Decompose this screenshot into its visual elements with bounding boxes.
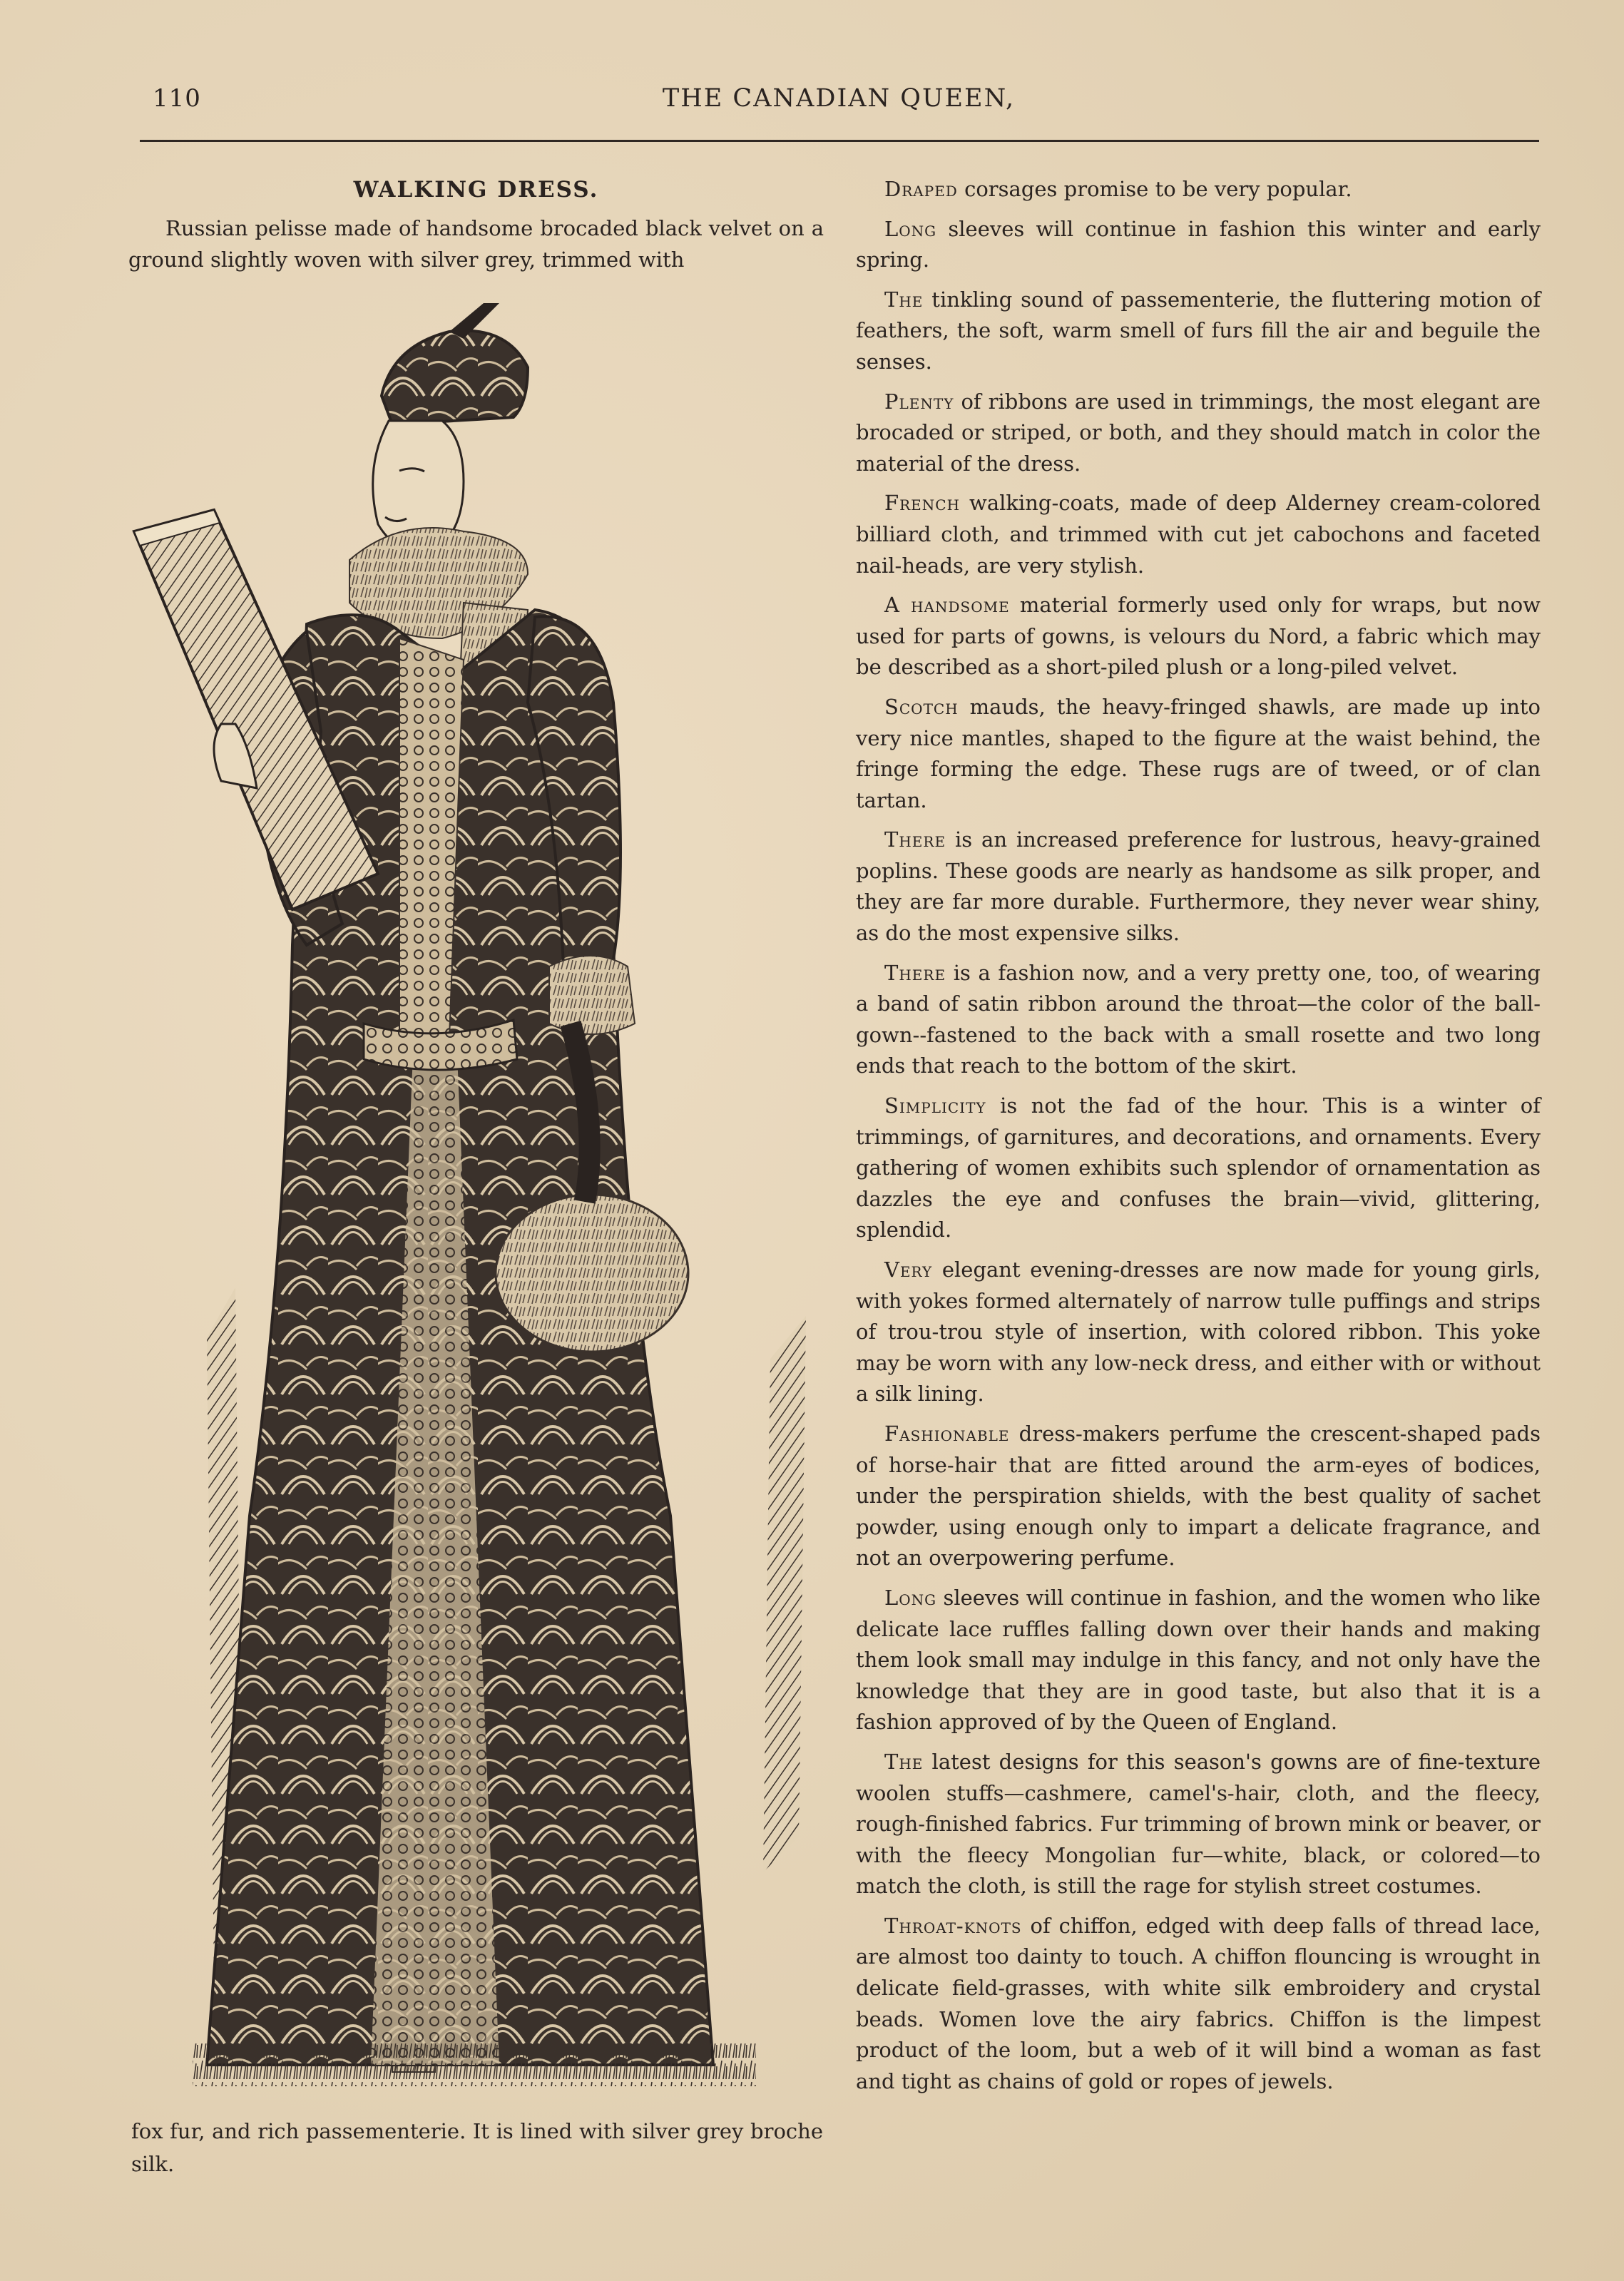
paragraph-text: material formerly used only for wraps, but now used for parts of gowns, is velours du Nord, a fabric which may be described as a short-piled plush or a long-piled velvet. (856, 593, 1541, 680)
paragraph-text: latest designs for this season's gowns are of fine-texture woolen stuffs—cashmere, camel's-hair, cloth, and the fleecy, rough-finished fabrics. Fur trimming of brown mink or beaver, or with the fleecy Mongolian fur—white, black, or colored—to match the cloth, is still the rage for stylish street costumes. (856, 1749, 1541, 1899)
paragraph-lead: Fashionable (884, 1421, 1010, 1446)
paragraph-text: of chiffon, edged with deep falls of thread lace, are almost too dainty to touch. A chiffon flouncing is wrought in delicate field-grasses, with white silk embroidery and crystal beads. Women love the airy fabrics. Chiffon is the limpest product of the loom, but a web of it will bind a woman as fast and tight as chains of gold or ropes of jewels. (856, 1913, 1541, 2093)
shadow-right (763, 1316, 806, 1872)
paragraph-text: is a fashion now, and a very pretty one, too, of wearing a band of satin ribbon around the throat—the color of the ball-gown--fastened to the back with a small rosette and two long ends that reach to the bottom of the skirt. (856, 960, 1541, 1078)
fur-cuff (549, 956, 635, 1034)
section-title: WALKING DRESS. (353, 177, 599, 203)
paragraph (856, 1911, 1541, 2098)
paragraph-lead: French (884, 491, 961, 516)
paragraph (856, 590, 1541, 683)
paragraph-text: is not the fad of the hour. This is a winter of trimmings, of garnitures, and decorations, and ornaments. Every gathering of women exhibits such splendor of ornamentation as dazzles the eye and confuses the brain—vivid, glittering, splendid. (856, 1093, 1541, 1242)
paragraph-lead: The (884, 1749, 924, 1774)
paragraph-lead: There (884, 827, 946, 852)
paragraph (856, 1747, 1541, 1902)
left-column (128, 174, 824, 275)
paragraph-text: elegant evening-dresses are now made for young girls, with yokes formed alternately of narrow tulle puffings and strips of trou-trou style of insertion, with colored ribbon. This yoke may be worn with any low-neck dress, and either with or without a silk lining. (856, 1257, 1541, 1407)
hat (382, 331, 528, 424)
page-number: 110 (153, 84, 201, 113)
header-rule (140, 140, 1539, 142)
paragraph (856, 1583, 1541, 1738)
paragraph-lead: Long (884, 216, 937, 241)
paragraph (856, 387, 1541, 480)
paragraph (856, 1419, 1541, 1574)
paragraph (856, 174, 1541, 205)
page-header (140, 84, 1538, 127)
fur-muff (496, 1195, 688, 1352)
paragraph-lead: Long (884, 1585, 937, 1610)
paragraph-lead: Scotch (884, 694, 959, 719)
paragraph (856, 285, 1541, 378)
paragraph-text: sleeves will continue in fashion this winter and early spring. (856, 216, 1541, 272)
ground-grass (193, 2043, 756, 2086)
paragraph-lead: There (884, 960, 946, 985)
paragraph-lead: Throat-knots (884, 1913, 1022, 1938)
paragraph (856, 1091, 1541, 1246)
fashion-plate-engraving (128, 303, 834, 2101)
paragraph-text: tinkling sound of passementerie, the fluttering motion of feathers, the soft, warm smell of furs fill the air and beguile the senses. (856, 287, 1541, 374)
paragraph (856, 825, 1541, 949)
paragraph-text: is an increased preference for lustrous, heavy-grained poplins. These goods are nearly as handsome as silk proper, and they are far more durable. Furthermore, they never wear shiny, as do the most expensive silks. (856, 827, 1541, 946)
paragraph (856, 692, 1541, 816)
paragraph-lead: Very (884, 1257, 933, 1282)
paragraph-text: dress-makers perfume the crescent-shaped pads of horse-hair that are fitted around the arm-eyes of bodices, under the perspiration shields, with the best quality of sachet powder, using enough only to impart a delicate fragrance, and not an overpowering perfume. (856, 1421, 1541, 1571)
paragraph-text: of ribbons are used in trimmings, the most elegant are brocaded or striped, or both, and they should match in color the material of the dress. (856, 389, 1541, 476)
paragraph-lead: Simplicity (884, 1093, 986, 1118)
paragraph-lead: Draped (884, 177, 958, 201)
paragraph-lead: A handsome (884, 593, 1010, 618)
paragraph (856, 958, 1541, 1082)
right-column (856, 174, 1541, 2106)
paragraph-lead: Plenty (884, 389, 954, 414)
paragraph (856, 214, 1541, 276)
paragraph-lead: The (884, 287, 924, 312)
running-title: THE CANADIAN QUEEN, (662, 84, 1016, 113)
illustration-caption-start: Russian pelisse made of handsome brocaded black velvet on a ground slightly woven with silver grey, trimmed with (128, 216, 824, 272)
walking-dress-illustration (128, 303, 834, 2101)
illustration-caption-end: fox fur, and rich passementerie. It is lined with silver grey broche silk. (131, 2119, 823, 2176)
paragraph (856, 488, 1541, 581)
paragraph-text: corsages promise to be very popular. (957, 177, 1352, 201)
paragraph-text: walking-coats, made of deep Alderney cream-colored billiard cloth, and trimmed with cut jet cabochons and faceted nail-heads, are very stylish. (856, 491, 1541, 578)
paragraph (856, 1255, 1541, 1410)
paragraph-text: mauds, the heavy-fringed shawls, are made up into very nice mantles, shaped to the figure at the waist behind, the fringe forming the edge. These rugs are of tweed, or of clan tartan. (856, 694, 1541, 812)
paragraph-text: sleeves will continue in fashion, and the women who like delicate lace ruffles falling down over their hands and making them look small may indulge in this fancy, and not only have the knowledge that they are in good taste, but also that it is a fashion approved of by the Queen of England. (856, 1585, 1541, 1735)
